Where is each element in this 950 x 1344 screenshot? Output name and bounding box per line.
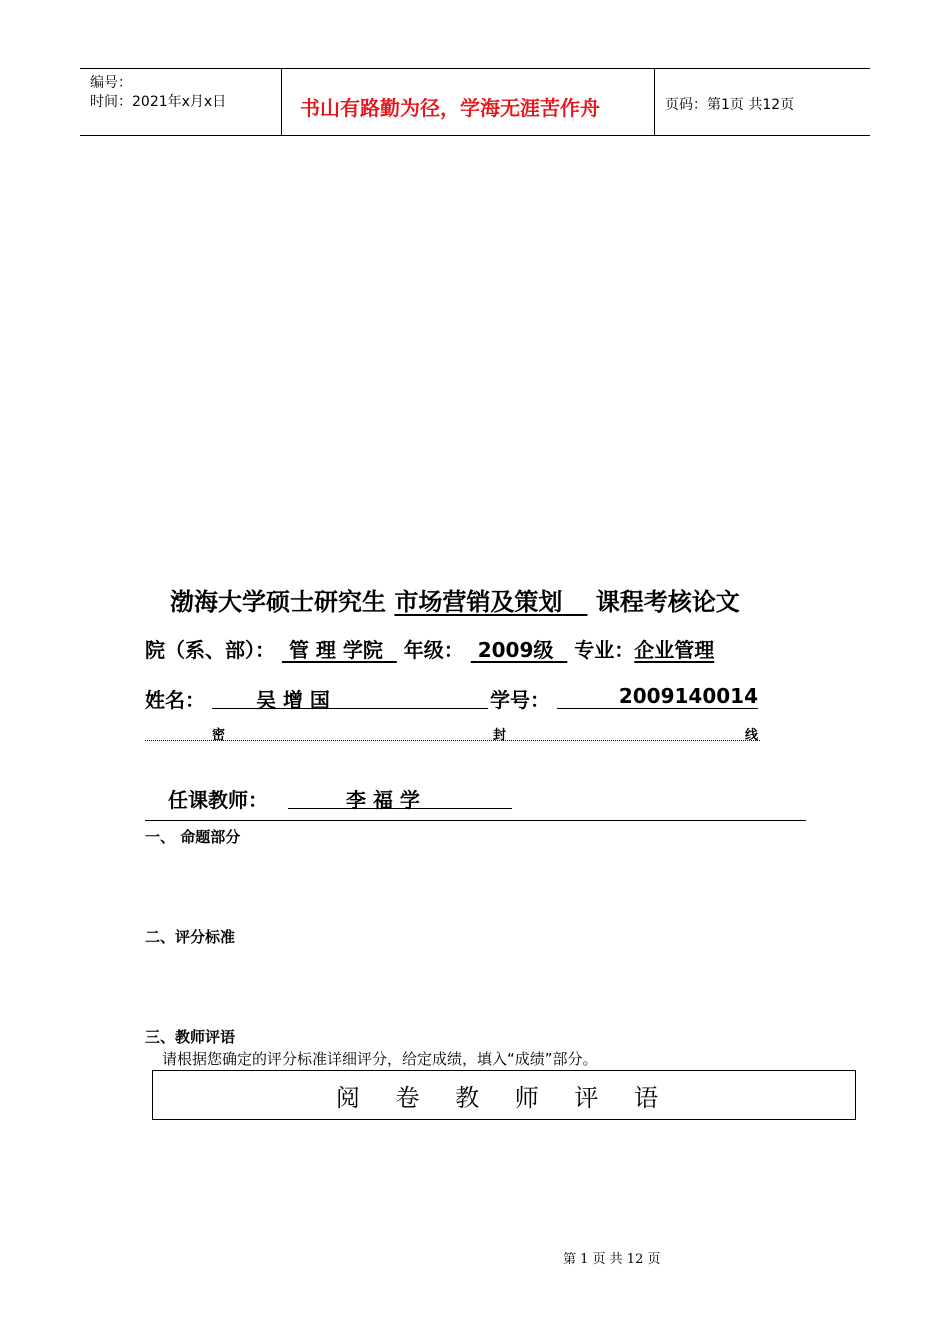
title-suffix: 课程考核论文 xyxy=(595,588,740,616)
id-value-field xyxy=(557,684,758,709)
dept-value: 管 理 学院 xyxy=(288,638,383,662)
header-motto: 书山有路勤为径，学海无涯苦作舟 xyxy=(300,96,600,120)
cover-title xyxy=(170,582,740,617)
major-label: 专业： xyxy=(574,638,635,662)
seal-char-feng: 封 xyxy=(493,728,507,743)
id-value: 2009140014 xyxy=(618,684,758,708)
header-time-label: 时间：2021年x月x日 xyxy=(90,94,227,110)
dept-label: 院（系、部）： xyxy=(145,638,275,662)
course-name: 市场营销及策划 xyxy=(394,588,563,616)
id-label: 学号： xyxy=(490,688,550,712)
footer-page-number: 第 1 页 共 12 页 xyxy=(563,1252,661,1267)
name-value-field xyxy=(212,684,488,712)
seal-char-mi: 密 xyxy=(212,728,226,743)
section-2-heading: 二、评分标准 xyxy=(145,928,236,946)
teacher-label: 任课教师： xyxy=(168,788,268,812)
header-page-info: 页码：第1页 共12页 xyxy=(665,97,795,113)
teacher-comment-box xyxy=(152,1070,856,1120)
section-3-heading: 三、教师评语 xyxy=(145,1028,236,1046)
dept-row xyxy=(145,634,714,663)
section-1-heading: 一、 命题部分 xyxy=(145,828,241,846)
teacher-value-field xyxy=(288,784,512,812)
major-value: 企业管理 xyxy=(634,638,715,662)
name-value: 吴 增 国 xyxy=(256,688,330,712)
header-divider-right xyxy=(654,68,655,136)
section-3-instruction: 请根据您确定的评分标准详细评分，给定成绩，填入“成绩”部分。 xyxy=(162,1050,598,1068)
grade-value: 2009级 xyxy=(477,638,554,662)
comment-box-title: 阅 卷 教 师 评 语 xyxy=(335,1083,673,1112)
seal-dotted-line xyxy=(145,740,760,741)
seal-char-xian: 线 xyxy=(745,728,759,743)
name-label: 姓名： xyxy=(145,688,205,712)
grade-label: 年级： xyxy=(403,638,464,662)
teacher-value: 李 福 学 xyxy=(346,788,420,812)
header-top-rule xyxy=(80,68,870,69)
teacher-rule xyxy=(145,820,806,821)
header-number-label: 编号： xyxy=(90,75,132,91)
header-bottom-rule xyxy=(80,135,870,136)
title-prefix: 渤海大学硕士研究生 xyxy=(170,588,386,616)
header-divider-left xyxy=(281,68,282,136)
